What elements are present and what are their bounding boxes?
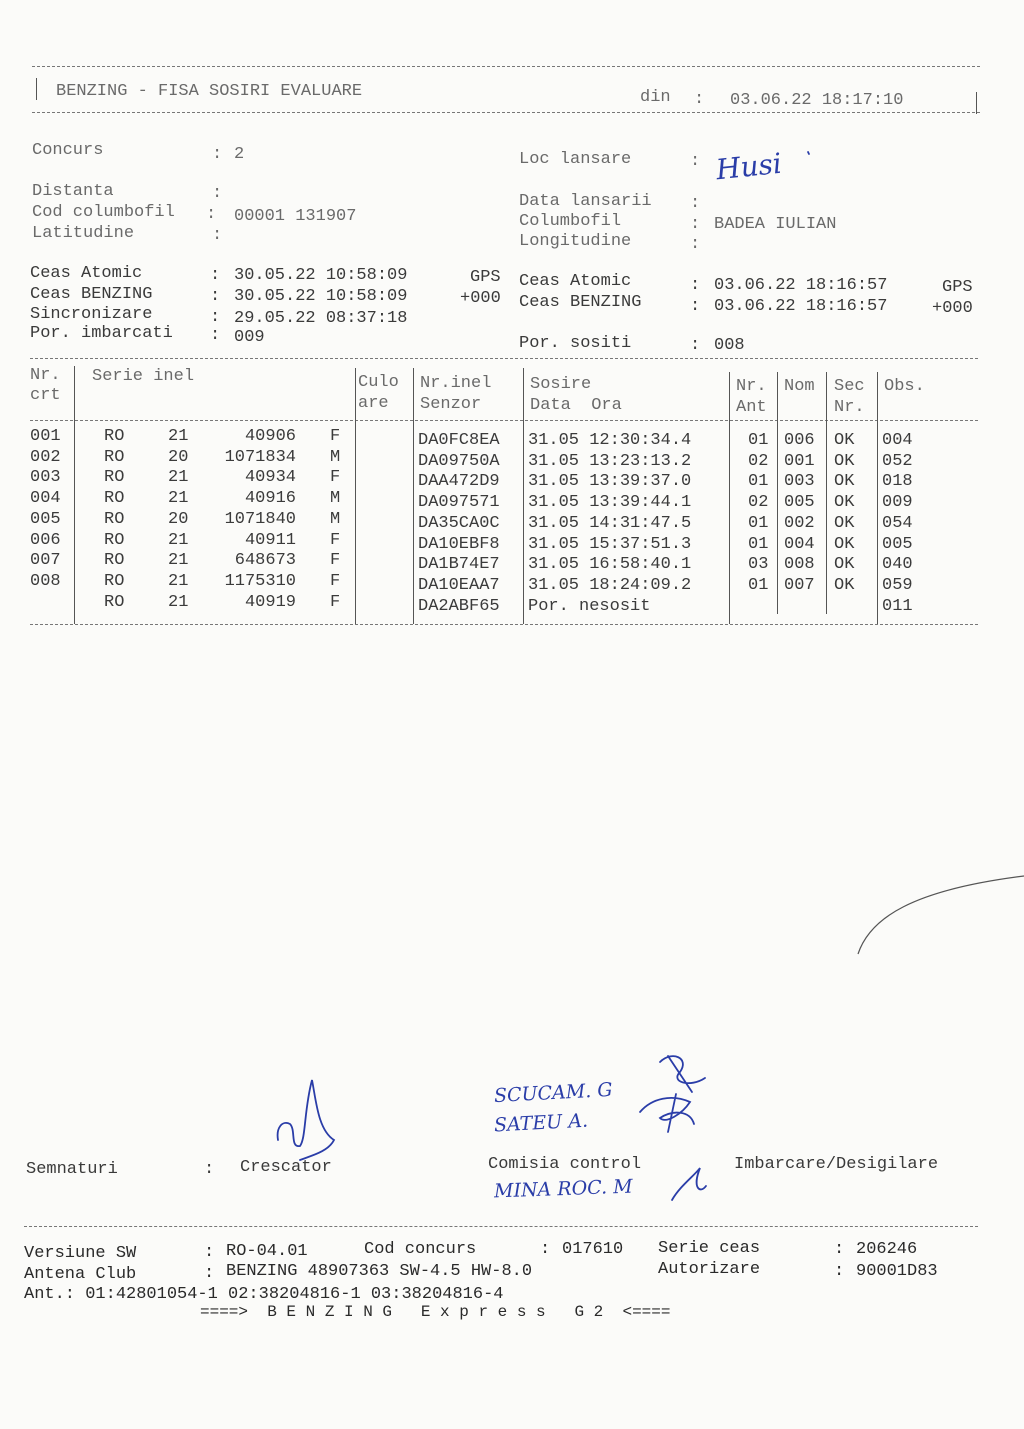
cod-columbofil-label: Cod columbofil	[32, 203, 175, 222]
colon: :	[690, 235, 701, 254]
cell-sex: M	[330, 447, 341, 467]
serie-ceas-value: 206246	[856, 1240, 918, 1259]
versiune-sw-label: Versiune SW	[24, 1244, 137, 1263]
cell-sex: F	[330, 551, 341, 571]
cell-ant: 02	[748, 493, 769, 513]
cell-sosire: 31.05 16:58:40.1	[528, 555, 692, 575]
por-imbarcati-label: Por. imbarcati	[30, 324, 173, 343]
cell-sex: F	[330, 427, 341, 446]
report-title: BENZING - FISA SOSIRI EVALUARE	[56, 82, 363, 101]
cell-nr: 003	[30, 468, 61, 488]
colon: :	[690, 215, 701, 234]
colon: :	[690, 297, 701, 316]
colon: :	[690, 152, 701, 171]
cell-sec: OK	[834, 451, 855, 471]
cell-obs: 059	[882, 575, 913, 595]
colon: :	[690, 336, 701, 355]
concurs-value: 2	[234, 145, 245, 164]
cell-inel: 40934	[244, 468, 296, 488]
hdr-culoare-2: are	[358, 394, 389, 413]
cell-inel: 40919	[244, 592, 296, 612]
right-ceas-atomic-label: Ceas Atomic	[519, 272, 632, 291]
colon: :	[210, 326, 221, 345]
cell-nom: 008	[784, 555, 815, 575]
colon: :	[210, 266, 221, 285]
cell-inel: 40916	[244, 489, 296, 509]
cell-senzor: DA10EAA7	[418, 575, 500, 595]
comisia-signature-2	[640, 1094, 694, 1132]
colon: :	[204, 1264, 215, 1283]
hdr-sec-nr: Nr.	[834, 398, 865, 417]
cell-an: 21	[168, 427, 189, 446]
ceas-atomic-label: Ceas Atomic	[30, 264, 143, 283]
colon: :	[212, 184, 223, 203]
hdr-sosire: Sosire	[530, 375, 592, 394]
comisia-signature-1	[660, 1056, 705, 1092]
cell-sosire: 31.05 13:39:37.0	[528, 472, 692, 492]
cell-nom: 004	[784, 534, 815, 554]
comisia-signature-3	[672, 1168, 706, 1200]
cell-inel: 1175310	[224, 571, 296, 591]
colon: :	[690, 194, 701, 213]
cell-an: 20	[168, 447, 189, 467]
cell-tara: RO	[104, 489, 125, 509]
cell-obs: 004	[882, 431, 913, 450]
cell-tara: RO	[104, 571, 125, 591]
cell-obs: 005	[882, 534, 913, 554]
cell-an: 21	[168, 551, 189, 571]
antena-club-label: Antena Club	[24, 1265, 137, 1284]
por-sositi-value: 008	[714, 336, 745, 355]
ceas-atomic-source: GPS	[470, 268, 501, 287]
handwritten-name-2: SATEU A.	[493, 1109, 589, 1137]
cell-an: 20	[168, 509, 189, 529]
cell-sosire: Por. nesosit	[528, 596, 651, 616]
hdr-nr: Nr.	[30, 366, 61, 385]
cell-ant: 01	[748, 513, 769, 533]
cell-ant: 01	[748, 534, 769, 554]
cod-concurs-value: 017610	[562, 1240, 624, 1259]
cell-sec: OK	[834, 472, 855, 492]
cell-sex: F	[330, 571, 341, 591]
cell-inel: 40911	[244, 530, 296, 550]
right-ceas-benzing-offset: +000	[932, 299, 973, 318]
colon: :	[210, 308, 221, 327]
cell-an: 21	[168, 571, 189, 591]
colon: :	[210, 287, 221, 306]
cell-nr: 004	[30, 489, 61, 509]
colon: :	[690, 276, 701, 295]
versiune-sw-value: RO-04.01	[226, 1242, 308, 1261]
cell-an: 21	[168, 592, 189, 612]
cell-sec: OK	[834, 555, 855, 575]
cell-sosire: 31.05 14:31:47.5	[528, 513, 692, 533]
ceas-benzing-offset: +000	[460, 289, 501, 308]
cell-senzor: DA09750A	[418, 451, 500, 471]
cell-nr: 002	[30, 447, 61, 467]
cell-ant: 01	[748, 575, 769, 595]
cell-obs: 011	[882, 596, 913, 616]
cell-obs: 040	[882, 555, 913, 575]
cell-inel: 1071834	[224, 447, 296, 467]
colon: :	[694, 90, 705, 109]
cell-senzor: DA35CA0C	[418, 513, 500, 533]
ceas-atomic-value: 30.05.22 10:58:09	[234, 266, 408, 285]
cell-ant: 02	[748, 451, 769, 471]
cell-tara: RO	[104, 468, 125, 488]
cell-nom: 007	[784, 575, 815, 595]
hdr-senzor: Senzor	[420, 395, 482, 414]
date-label: din	[640, 88, 671, 107]
cod-concurs-label: Cod concurs	[364, 1240, 477, 1259]
right-ceas-benzing-value: 03.06.22 18:16:57	[714, 297, 888, 316]
cell-senzor: DA2ABF65	[418, 596, 500, 616]
hdr-sec: Sec	[834, 377, 865, 396]
antena-club-value: BENZING 48907363 SW-4.5 HW-8.0	[226, 1262, 533, 1281]
cell-inel: 648673	[234, 551, 296, 571]
cell-nom: 003	[784, 472, 815, 492]
cell-obs: 054	[882, 513, 913, 533]
benzing-banner: ====> B E N Z I N G E x p r e s s G 2 <====	[200, 1303, 671, 1321]
cell-sec: OK	[834, 513, 855, 533]
autorizare-value: 90001D83	[856, 1262, 938, 1281]
cell-senzor: DAA472D9	[418, 472, 500, 492]
cell-sex: M	[330, 509, 341, 529]
cell-sex: M	[330, 489, 341, 509]
cell-inel: 40906	[244, 427, 296, 446]
cell-obs: 052	[882, 451, 913, 471]
por-imbarcati-value: 009	[234, 328, 265, 347]
longitudine-label: Longitudine	[519, 232, 632, 251]
cell-senzor: DA10EBF8	[418, 534, 500, 554]
por-sositi-label: Por. sositi	[519, 334, 632, 353]
colon: :	[212, 145, 223, 164]
hdr-serie-inel: Serie inel	[92, 367, 195, 386]
cell-senzor: DA1B74E7	[418, 555, 500, 575]
cell-obs: 009	[882, 493, 913, 513]
colon: :	[540, 1240, 551, 1259]
colon: :	[204, 1243, 215, 1262]
cell-nom: 002	[784, 513, 815, 533]
cell-nom: 006	[784, 431, 815, 450]
cell-tara: RO	[104, 551, 125, 571]
cell-obs: 018	[882, 472, 913, 492]
cell-sex: F	[330, 592, 341, 612]
footer-rule	[24, 1226, 978, 1227]
columbofil-label: Columbofil	[519, 212, 622, 231]
cod-columbofil-value: 00001 131907	[234, 207, 357, 226]
hdr-obs: Obs.	[884, 377, 925, 396]
cell-nr: 006	[30, 530, 61, 550]
cell-sec: OK	[834, 534, 855, 554]
hdr-nr-inel: Nr.inel	[420, 374, 492, 393]
cell-an: 21	[168, 530, 189, 550]
antenna-serials: Ant.: 01:42801054-1 02:38204816-1 03:38204816-4	[24, 1285, 504, 1304]
cell-tara: RO	[104, 530, 125, 550]
columbofil-value: BADEA IULIAN	[714, 215, 837, 234]
cell-senzor: DA0FC8EA	[418, 431, 500, 450]
colon: :	[206, 205, 217, 224]
colon: :	[834, 1262, 845, 1281]
hdr-culoare: Culo	[358, 373, 399, 392]
colon: :	[204, 1160, 215, 1179]
right-ceas-atomic-source: GPS	[942, 278, 973, 297]
semnaturi-label: Semnaturi	[26, 1160, 118, 1179]
cell-tara: RO	[104, 447, 125, 467]
handwritten-name-1: SCUCAM. G	[493, 1078, 614, 1108]
ceas-benzing-value: 30.05.22 10:58:09	[234, 287, 408, 306]
loc-lansare-dot	[808, 152, 809, 154]
cell-tara: RO	[104, 509, 125, 529]
cell-tara: RO	[104, 427, 125, 446]
cell-nom: 001	[784, 451, 815, 471]
cell-tara: RO	[104, 592, 125, 612]
cell-sex: F	[330, 468, 341, 488]
comisia-control-label: Comisia control	[488, 1155, 642, 1174]
cell-an: 21	[168, 489, 189, 509]
cell-senzor: DA097571	[418, 493, 500, 513]
imbarcare-label: Imbarcare/Desigilare	[734, 1155, 939, 1174]
cell-sosire: 31.05 13:23:13.2	[528, 451, 692, 471]
data-lansarii-label: Data lansarii	[519, 192, 652, 211]
cell-nom: 005	[784, 493, 815, 513]
loc-lansare-label: Loc lansare	[519, 150, 632, 169]
autorizare-label: Autorizare	[658, 1260, 761, 1279]
right-ceas-atomic-value: 03.06.22 18:16:57	[714, 276, 888, 295]
cell-nr: 001	[30, 427, 61, 446]
cell-ant: 01	[748, 431, 769, 450]
cell-sosire: 31.05 15:37:51.3	[528, 534, 692, 554]
crescator-signature	[278, 1080, 334, 1160]
ceas-benzing-label: Ceas BENZING	[30, 285, 153, 304]
hdr-nom: Nom	[784, 377, 815, 396]
cell-sec: OK	[834, 575, 855, 595]
distanta-label: Distanta	[32, 182, 114, 201]
cell-nr: 005	[30, 509, 61, 529]
cell-sex: F	[330, 530, 341, 550]
cell-ant: 01	[748, 472, 769, 492]
serie-ceas-label: Serie ceas	[658, 1239, 761, 1258]
loc-lansare-handwritten: Husi	[714, 146, 784, 187]
right-ceas-benzing-label: Ceas BENZING	[519, 293, 642, 312]
sincronizare-value: 29.05.22 08:37:18	[234, 309, 408, 328]
handwritten-name-3: MINA ROC. M	[493, 1175, 633, 1203]
crescator-label: Crescator	[240, 1158, 332, 1177]
cell-nr: 007	[30, 551, 61, 571]
report-date: 03.06.22 18:17:10	[730, 91, 904, 110]
cell-sosire: 31.05 13:39:44.1	[528, 493, 692, 513]
cell-inel: 1071840	[224, 509, 296, 529]
hdr-data-ora: Data Ora	[530, 396, 622, 415]
colon: :	[212, 226, 223, 245]
latitudine-label: Latitudine	[32, 224, 135, 243]
cell-sec: OK	[834, 493, 855, 513]
cell-an: 21	[168, 468, 189, 488]
colon: :	[834, 1240, 845, 1259]
cell-sosire: 31.05 12:30:34.4	[528, 431, 692, 450]
cell-nr: 008	[30, 571, 61, 591]
hdr-nr-ant: Nr.	[736, 377, 767, 396]
hdr-ant: Ant	[736, 398, 767, 417]
concurs-label: Concurs	[32, 141, 104, 160]
cell-sec: OK	[834, 431, 855, 450]
hair-curve	[858, 876, 1024, 954]
cell-ant: 03	[748, 555, 769, 575]
cell-sosire: 31.05 18:24:09.2	[528, 575, 692, 595]
sincronizare-label: Sincronizare	[30, 305, 153, 324]
hdr-crt: crt	[30, 386, 61, 405]
